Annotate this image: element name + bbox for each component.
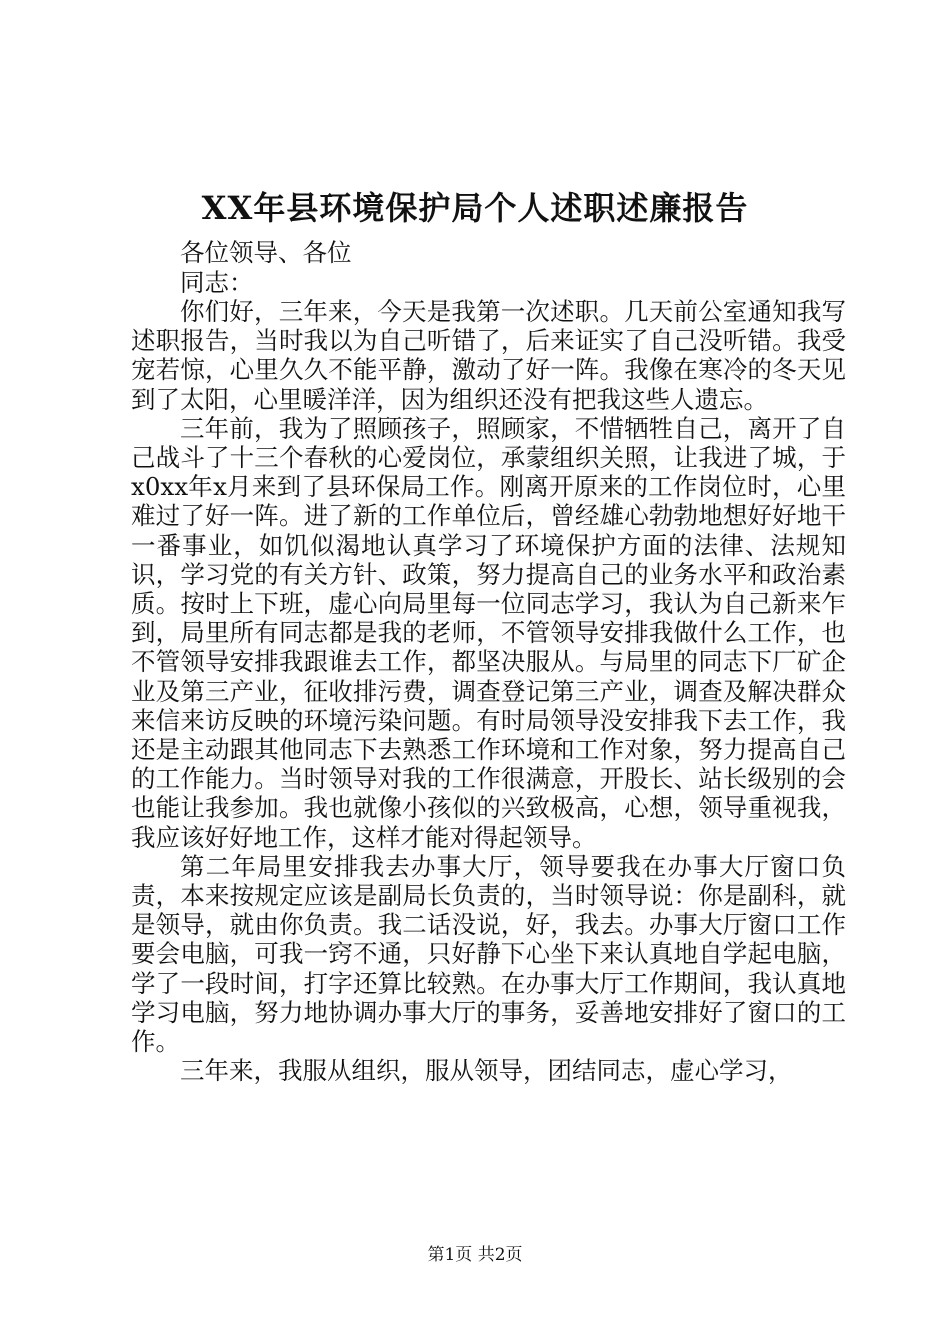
paragraph-2: 三年前，我为了照顾孩子，照顾家，不惜牺牲自己，离开了自己战斗了十三个春秋的心爱岗位，承蒙组织关照，让我进了城，于x0xx年x月来到了县环保局工作。刚离开原来的工作岗位时，心里难过了好一阵。进了新的工作单位后，曾经雄心勃勃地想好好地干一番事业，如饥似渴地认真学习了环境保护方面的法律、法规知识，学习党的有关方针、政策，努力提高自己的业务水平和政治素质。按时上下班，虚心向局里每一位同志学习，我认为自己新来乍到，局里所有同志都是我的老师，不管领导安排我做什么工作，也不管领导安排我跟谁去工作，都坚决服从。与局里的同志下厂矿企业及第三产业，征收排污费，调查登记第三产业，调查及解决群众来信来访反映的环境污染问题。有时局领导没安排我下去工作，我还是主动跟其他同志下去熟悉工作环境和工作对象，努力提高自己的工作能力。当时领导对我的工作很满意，开股长、站长级别的会也能让我参加。我也就像小孩似的兴致极高，心想，领导重视我，我应该好好地工作，这样才能对得起领导。	[131, 413, 846, 852]
page-number-footer: 第1页 共2页	[427, 1245, 523, 1265]
paragraph-3: 第二年局里安排我去办事大厅，领导要我在办事大厅窗口负责，本来按规定应该是副局长负责的，当时领导说：你是副科，就是领导，就由你负责。我二话没说，好，我去。办事大厅窗口工作要会电脑，可我一窍不通，只好静下心坐下来认真地自学起电脑，学了一段时间，打字还算比较熟。在办事大厅工作期间，我认真地学习电脑，努力地协调办事大厅的事务，妥善地安排好了窗口的工作。	[131, 851, 846, 1057]
salutation-line-2: 同志：	[180, 268, 254, 297]
salutation-line-1: 各位领导、各位	[180, 238, 352, 267]
body-paragraphs	[131, 297, 846, 1085]
paragraph-1: 你们好，三年来，今天是我第一次述职。几天前公室通知我写述职报告，当时我以为自己听错了，后来证实了自己没听错。我受宠若惊，心里久久不能平静，激动了好一阵。我像在寒冷的冬天见到了太阳，心里暖洋洋，因为组织还没有把我这些人遗忘。	[131, 297, 846, 414]
paragraph-4: 三年来，我服从组织，服从领导，团结同志，虚心学习，	[180, 1056, 793, 1086]
document-title: XX年县环境保护局个人述职述廉报告	[201, 189, 749, 227]
